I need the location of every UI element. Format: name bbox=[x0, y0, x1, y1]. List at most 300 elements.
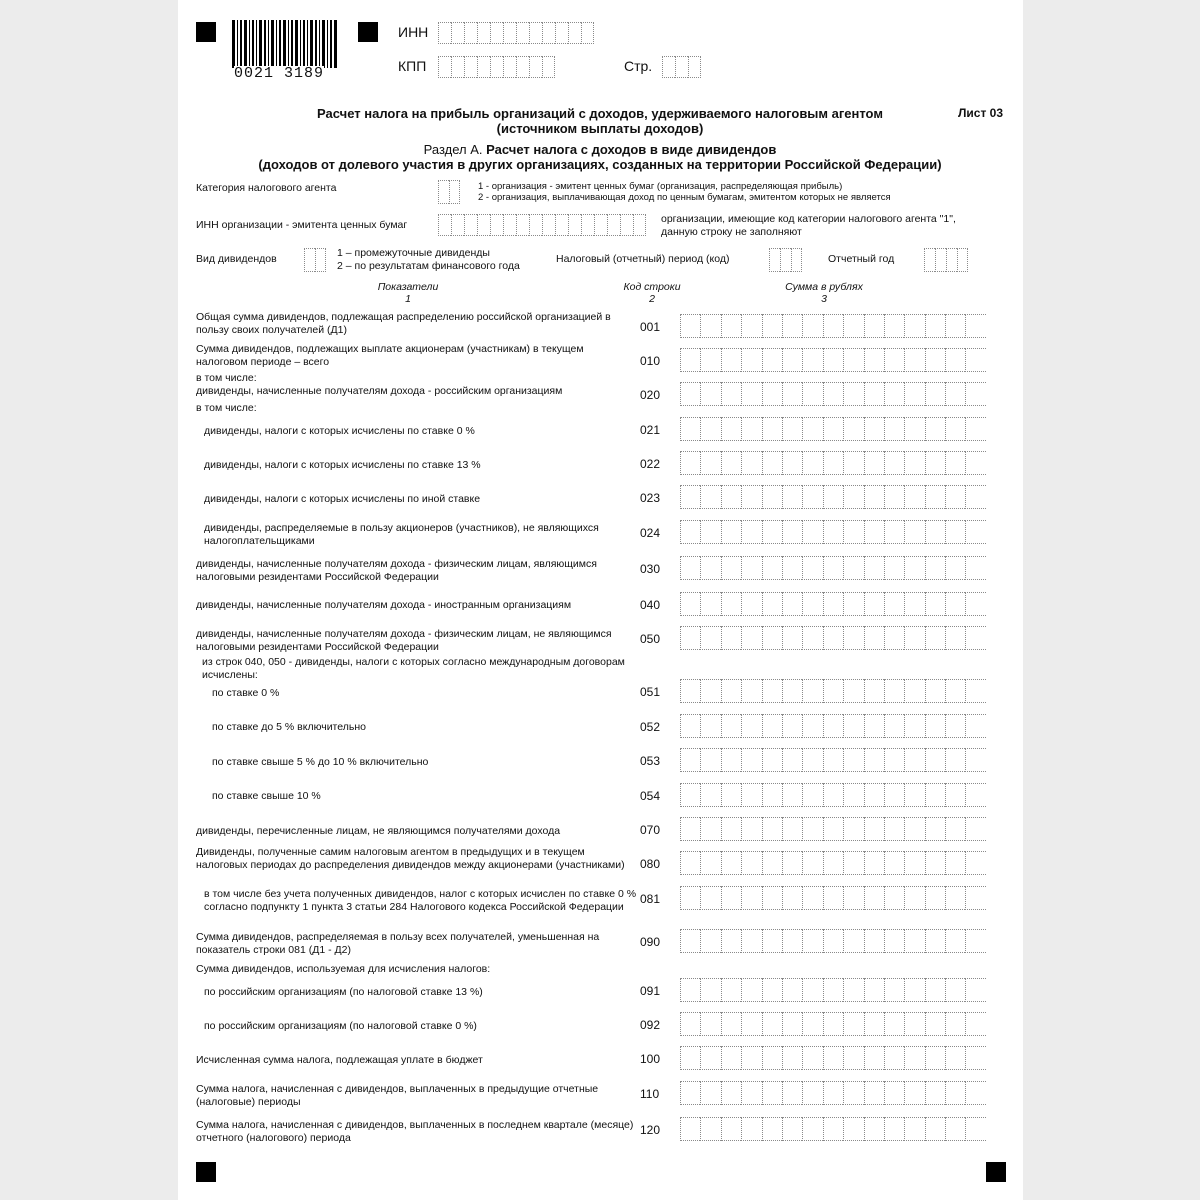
digit-cell[interactable] bbox=[680, 417, 700, 441]
digit-cell[interactable] bbox=[965, 556, 985, 580]
digit-cell[interactable] bbox=[782, 1012, 802, 1036]
digit-cell[interactable] bbox=[802, 417, 822, 441]
digit-cell[interactable] bbox=[925, 714, 945, 738]
digit-cell[interactable] bbox=[555, 22, 568, 44]
digit-cell[interactable] bbox=[843, 556, 863, 580]
digit-cell[interactable] bbox=[802, 556, 822, 580]
digit-cell[interactable] bbox=[762, 592, 782, 616]
digit-cell[interactable] bbox=[864, 451, 884, 475]
digit-cell[interactable] bbox=[782, 817, 802, 841]
digit-cell[interactable] bbox=[904, 1046, 924, 1070]
digit-cell[interactable] bbox=[843, 520, 863, 544]
digit-cell[interactable] bbox=[741, 626, 761, 650]
digit-cell[interactable] bbox=[904, 1117, 924, 1141]
digit-cell[interactable] bbox=[762, 748, 782, 772]
digit-cell[interactable] bbox=[741, 1012, 761, 1036]
digit-cell[interactable] bbox=[945, 348, 965, 372]
digit-cell[interactable] bbox=[843, 348, 863, 372]
digit-cell[interactable] bbox=[823, 1117, 843, 1141]
digit-cell[interactable] bbox=[925, 556, 945, 580]
digit-cell[interactable] bbox=[965, 485, 985, 509]
digit-cell[interactable] bbox=[802, 679, 822, 703]
digit-cell[interactable] bbox=[542, 22, 555, 44]
digit-cell[interactable] bbox=[823, 520, 843, 544]
digit-cell[interactable] bbox=[490, 22, 503, 44]
digit-cell[interactable] bbox=[884, 626, 904, 650]
digit-cell[interactable] bbox=[925, 851, 945, 875]
digit-cell[interactable] bbox=[965, 929, 985, 953]
digit-cell[interactable] bbox=[741, 851, 761, 875]
digit-cell[interactable] bbox=[843, 714, 863, 738]
amount-field-022[interactable] bbox=[680, 451, 986, 475]
amount-field-024[interactable] bbox=[680, 520, 986, 544]
digit-cell[interactable] bbox=[782, 1081, 802, 1105]
digit-cell[interactable] bbox=[823, 851, 843, 875]
digit-cell[interactable] bbox=[965, 679, 985, 703]
year-field[interactable] bbox=[924, 248, 968, 272]
digit-cell[interactable] bbox=[741, 817, 761, 841]
digit-cell[interactable] bbox=[680, 679, 700, 703]
digit-cell[interactable] bbox=[529, 56, 542, 78]
digit-cell[interactable] bbox=[945, 978, 965, 1002]
digit-cell[interactable] bbox=[864, 592, 884, 616]
digit-cell[interactable] bbox=[438, 56, 451, 78]
digit-cell[interactable] bbox=[721, 679, 741, 703]
digit-cell[interactable] bbox=[945, 314, 965, 338]
digit-cell[interactable] bbox=[721, 886, 741, 910]
digit-cell[interactable] bbox=[680, 1117, 700, 1141]
digit-cell[interactable] bbox=[802, 851, 822, 875]
digit-cell[interactable] bbox=[542, 56, 555, 78]
digit-cell[interactable] bbox=[680, 1081, 700, 1105]
digit-cell[interactable] bbox=[864, 1117, 884, 1141]
digit-cell[interactable] bbox=[762, 485, 782, 509]
digit-cell[interactable] bbox=[782, 314, 802, 338]
digit-cell[interactable] bbox=[843, 1117, 863, 1141]
digit-cell[interactable] bbox=[884, 886, 904, 910]
digit-cell[interactable] bbox=[721, 485, 741, 509]
digit-cell[interactable] bbox=[945, 886, 965, 910]
digit-cell[interactable] bbox=[802, 817, 822, 841]
digit-cell[interactable] bbox=[965, 520, 985, 544]
amount-field-021[interactable] bbox=[680, 417, 986, 441]
digit-cell[interactable] bbox=[741, 451, 761, 475]
digit-cell[interactable] bbox=[864, 1012, 884, 1036]
digit-cell[interactable] bbox=[762, 314, 782, 338]
digit-cell[interactable] bbox=[721, 929, 741, 953]
digit-cell[interactable] bbox=[662, 56, 675, 78]
digit-cell[interactable] bbox=[741, 748, 761, 772]
digit-cell[interactable] bbox=[864, 485, 884, 509]
digit-cell[interactable] bbox=[741, 679, 761, 703]
digit-cell[interactable] bbox=[802, 1117, 822, 1141]
digit-cell[interactable] bbox=[965, 417, 985, 441]
digit-cell[interactable] bbox=[884, 417, 904, 441]
digit-cell[interactable] bbox=[782, 851, 802, 875]
digit-cell[interactable] bbox=[884, 314, 904, 338]
digit-cell[interactable] bbox=[802, 929, 822, 953]
digit-cell[interactable] bbox=[823, 783, 843, 807]
digit-cell[interactable] bbox=[965, 382, 985, 406]
digit-cell[interactable] bbox=[864, 679, 884, 703]
digit-cell[interactable] bbox=[721, 1081, 741, 1105]
digit-cell[interactable] bbox=[721, 592, 741, 616]
digit-cell[interactable] bbox=[721, 748, 741, 772]
digit-cell[interactable] bbox=[438, 22, 451, 44]
digit-cell[interactable] bbox=[823, 929, 843, 953]
digit-cell[interactable] bbox=[843, 817, 863, 841]
digit-cell[interactable] bbox=[721, 451, 741, 475]
digit-cell[interactable] bbox=[945, 714, 965, 738]
digit-cell[interactable] bbox=[823, 592, 843, 616]
digit-cell[interactable] bbox=[925, 748, 945, 772]
digit-cell[interactable] bbox=[965, 451, 985, 475]
digit-cell[interactable] bbox=[802, 1012, 822, 1036]
digit-cell[interactable] bbox=[782, 1046, 802, 1070]
digit-cell[interactable] bbox=[782, 485, 802, 509]
digit-cell[interactable] bbox=[884, 556, 904, 580]
digit-cell[interactable] bbox=[925, 817, 945, 841]
digit-cell[interactable] bbox=[700, 382, 720, 406]
digit-cell[interactable] bbox=[823, 679, 843, 703]
digit-cell[interactable] bbox=[965, 783, 985, 807]
digit-cell[interactable] bbox=[762, 348, 782, 372]
digit-cell[interactable] bbox=[884, 1046, 904, 1070]
digit-cell[interactable] bbox=[823, 1012, 843, 1036]
digit-cell[interactable] bbox=[925, 679, 945, 703]
digit-cell[interactable] bbox=[945, 417, 965, 441]
digit-cell[interactable] bbox=[721, 556, 741, 580]
digit-cell[interactable] bbox=[700, 348, 720, 372]
period-field[interactable] bbox=[769, 248, 802, 272]
digit-cell[interactable] bbox=[904, 626, 924, 650]
digit-cell[interactable] bbox=[700, 556, 720, 580]
digit-cell[interactable] bbox=[680, 520, 700, 544]
digit-cell[interactable] bbox=[516, 56, 529, 78]
digit-cell[interactable] bbox=[762, 417, 782, 441]
amount-field-110[interactable] bbox=[680, 1081, 986, 1105]
digit-cell[interactable] bbox=[843, 592, 863, 616]
digit-cell[interactable] bbox=[802, 348, 822, 372]
digit-cell[interactable] bbox=[965, 1081, 985, 1105]
digit-cell[interactable] bbox=[864, 626, 884, 650]
digit-cell[interactable] bbox=[904, 886, 924, 910]
digit-cell[interactable] bbox=[782, 783, 802, 807]
digit-cell[interactable] bbox=[823, 314, 843, 338]
digit-cell[interactable] bbox=[884, 485, 904, 509]
digit-cell[interactable] bbox=[700, 886, 720, 910]
digit-cell[interactable] bbox=[782, 679, 802, 703]
amount-field-091[interactable] bbox=[680, 978, 986, 1002]
digit-cell[interactable] bbox=[843, 783, 863, 807]
amount-field-020[interactable] bbox=[680, 382, 986, 406]
digit-cell[interactable] bbox=[884, 714, 904, 738]
amount-field-092[interactable] bbox=[680, 1012, 986, 1036]
digit-cell[interactable] bbox=[864, 817, 884, 841]
digit-cell[interactable] bbox=[721, 626, 741, 650]
digit-cell[interactable] bbox=[782, 417, 802, 441]
digit-cell[interactable] bbox=[925, 451, 945, 475]
digit-cell[interactable] bbox=[843, 679, 863, 703]
digit-cell[interactable] bbox=[884, 1012, 904, 1036]
digit-cell[interactable] bbox=[904, 348, 924, 372]
digit-cell[interactable] bbox=[700, 1117, 720, 1141]
digit-cell[interactable] bbox=[700, 783, 720, 807]
digit-cell[interactable] bbox=[762, 978, 782, 1002]
digit-cell[interactable] bbox=[721, 382, 741, 406]
digit-cell[interactable] bbox=[464, 56, 477, 78]
digit-cell[interactable] bbox=[843, 626, 863, 650]
digit-cell[interactable] bbox=[925, 626, 945, 650]
digit-cell[interactable] bbox=[904, 520, 924, 544]
digit-cell[interactable] bbox=[823, 978, 843, 1002]
digit-cell[interactable] bbox=[925, 485, 945, 509]
digit-cell[interactable] bbox=[884, 1117, 904, 1141]
digit-cell[interactable] bbox=[884, 1081, 904, 1105]
digit-cell[interactable] bbox=[884, 679, 904, 703]
digit-cell[interactable] bbox=[864, 1046, 884, 1070]
digit-cell[interactable] bbox=[451, 56, 464, 78]
digit-cell[interactable] bbox=[741, 520, 761, 544]
amount-field-090[interactable] bbox=[680, 929, 986, 953]
digit-cell[interactable] bbox=[843, 978, 863, 1002]
digit-cell[interactable] bbox=[721, 417, 741, 441]
digit-cell[interactable] bbox=[823, 556, 843, 580]
digit-cell[interactable] bbox=[741, 348, 761, 372]
digit-cell[interactable] bbox=[925, 417, 945, 441]
amount-field-030[interactable] bbox=[680, 556, 986, 580]
digit-cell[interactable] bbox=[700, 679, 720, 703]
digit-cell[interactable] bbox=[925, 886, 945, 910]
digit-cell[interactable] bbox=[843, 748, 863, 772]
digit-cell[interactable] bbox=[700, 851, 720, 875]
digit-cell[interactable] bbox=[680, 1046, 700, 1070]
amount-field-001[interactable] bbox=[680, 314, 986, 338]
digit-cell[interactable] bbox=[741, 556, 761, 580]
digit-cell[interactable] bbox=[762, 714, 782, 738]
digit-cell[interactable] bbox=[555, 214, 568, 236]
digit-cell[interactable] bbox=[782, 382, 802, 406]
digit-cell[interactable] bbox=[529, 22, 542, 44]
digit-cell[interactable] bbox=[700, 929, 720, 953]
digit-cell[interactable] bbox=[884, 929, 904, 953]
digit-cell[interactable] bbox=[516, 22, 529, 44]
digit-cell[interactable] bbox=[864, 978, 884, 1002]
digit-cell[interactable] bbox=[965, 626, 985, 650]
digit-cell[interactable] bbox=[925, 592, 945, 616]
digit-cell[interactable] bbox=[741, 886, 761, 910]
digit-cell[interactable] bbox=[700, 314, 720, 338]
digit-cell[interactable] bbox=[721, 314, 741, 338]
digit-cell[interactable] bbox=[884, 520, 904, 544]
digit-cell[interactable] bbox=[843, 886, 863, 910]
digit-cell[interactable] bbox=[762, 886, 782, 910]
digit-cell[interactable] bbox=[762, 382, 782, 406]
digit-cell[interactable] bbox=[680, 451, 700, 475]
digit-cell[interactable] bbox=[782, 451, 802, 475]
digit-cell[interactable] bbox=[904, 817, 924, 841]
amount-field-040[interactable] bbox=[680, 592, 986, 616]
digit-cell[interactable] bbox=[823, 817, 843, 841]
digit-cell[interactable] bbox=[823, 348, 843, 372]
amount-field-053[interactable] bbox=[680, 748, 986, 772]
digit-cell[interactable] bbox=[904, 714, 924, 738]
digit-cell[interactable] bbox=[904, 592, 924, 616]
digit-cell[interactable] bbox=[945, 556, 965, 580]
digit-cell[interactable] bbox=[680, 714, 700, 738]
digit-cell[interactable] bbox=[904, 314, 924, 338]
digit-cell[interactable] bbox=[904, 451, 924, 475]
digit-cell[interactable] bbox=[965, 1046, 985, 1070]
digit-cell[interactable] bbox=[700, 1081, 720, 1105]
digit-cell[interactable] bbox=[904, 417, 924, 441]
digit-cell[interactable] bbox=[680, 348, 700, 372]
digit-cell[interactable] bbox=[843, 314, 863, 338]
digit-cell[interactable] bbox=[925, 1117, 945, 1141]
amount-field-120[interactable] bbox=[680, 1117, 986, 1141]
digit-cell[interactable] bbox=[451, 22, 464, 44]
digit-cell[interactable] bbox=[925, 382, 945, 406]
digit-cell[interactable] bbox=[700, 817, 720, 841]
digit-cell[interactable] bbox=[965, 1117, 985, 1141]
digit-cell[interactable] bbox=[843, 1012, 863, 1036]
digit-cell[interactable] bbox=[721, 714, 741, 738]
digit-cell[interactable] bbox=[503, 214, 516, 236]
digit-cell[interactable] bbox=[607, 214, 620, 236]
digit-cell[interactable] bbox=[700, 592, 720, 616]
digit-cell[interactable] bbox=[945, 626, 965, 650]
digit-cell[interactable] bbox=[680, 592, 700, 616]
digit-cell[interactable] bbox=[925, 929, 945, 953]
digit-cell[interactable] bbox=[782, 886, 802, 910]
digit-cell[interactable] bbox=[721, 851, 741, 875]
digit-cell[interactable] bbox=[945, 1117, 965, 1141]
digit-cell[interactable] bbox=[700, 417, 720, 441]
digit-cell[interactable] bbox=[762, 451, 782, 475]
digit-cell[interactable] bbox=[864, 851, 884, 875]
digit-cell[interactable] bbox=[884, 817, 904, 841]
digit-cell[interactable] bbox=[762, 679, 782, 703]
digit-cell[interactable] bbox=[782, 1117, 802, 1141]
digit-cell[interactable] bbox=[843, 485, 863, 509]
digit-cell[interactable] bbox=[680, 929, 700, 953]
digit-cell[interactable] bbox=[843, 929, 863, 953]
digit-cell[interactable] bbox=[802, 626, 822, 650]
digit-cell[interactable] bbox=[741, 485, 761, 509]
digit-cell[interactable] bbox=[700, 451, 720, 475]
digit-cell[interactable] bbox=[864, 348, 884, 372]
digit-cell[interactable] bbox=[802, 314, 822, 338]
digit-cell[interactable] bbox=[680, 886, 700, 910]
digit-cell[interactable] bbox=[477, 214, 490, 236]
digit-cell[interactable] bbox=[925, 1012, 945, 1036]
digit-cell[interactable] bbox=[721, 783, 741, 807]
digit-cell[interactable] bbox=[925, 1081, 945, 1105]
digit-cell[interactable] bbox=[680, 851, 700, 875]
digit-cell[interactable] bbox=[680, 314, 700, 338]
digit-cell[interactable] bbox=[741, 929, 761, 953]
digit-cell[interactable] bbox=[680, 1012, 700, 1036]
digit-cell[interactable] bbox=[965, 348, 985, 372]
digit-cell[interactable] bbox=[802, 714, 822, 738]
digit-cell[interactable] bbox=[721, 520, 741, 544]
amount-field-052[interactable] bbox=[680, 714, 986, 738]
digit-cell[interactable] bbox=[904, 679, 924, 703]
digit-cell[interactable] bbox=[741, 1046, 761, 1070]
digit-cell[interactable] bbox=[843, 417, 863, 441]
digit-cell[interactable] bbox=[762, 851, 782, 875]
inn-field[interactable] bbox=[438, 22, 594, 44]
digit-cell[interactable] bbox=[965, 714, 985, 738]
digit-cell[interactable] bbox=[945, 1012, 965, 1036]
digit-cell[interactable] bbox=[782, 520, 802, 544]
amount-field-100[interactable] bbox=[680, 1046, 986, 1070]
digit-cell[interactable] bbox=[925, 1046, 945, 1070]
digit-cell[interactable] bbox=[680, 748, 700, 772]
digit-cell[interactable] bbox=[762, 1117, 782, 1141]
digit-cell[interactable] bbox=[864, 714, 884, 738]
digit-cell[interactable] bbox=[741, 714, 761, 738]
digit-cell[interactable] bbox=[568, 214, 581, 236]
digit-cell[interactable] bbox=[802, 748, 822, 772]
digit-cell[interactable] bbox=[741, 1117, 761, 1141]
digit-cell[interactable] bbox=[864, 1081, 884, 1105]
digit-cell[interactable] bbox=[782, 592, 802, 616]
digit-cell[interactable] bbox=[843, 451, 863, 475]
amount-field-080[interactable] bbox=[680, 851, 986, 875]
digit-cell[interactable] bbox=[864, 556, 884, 580]
digit-cell[interactable] bbox=[503, 22, 516, 44]
digit-cell[interactable] bbox=[542, 214, 555, 236]
digit-cell[interactable] bbox=[680, 817, 700, 841]
digit-cell[interactable] bbox=[904, 978, 924, 1002]
digit-cell[interactable] bbox=[741, 978, 761, 1002]
digit-cell[interactable] bbox=[904, 783, 924, 807]
digit-cell[interactable] bbox=[802, 485, 822, 509]
digit-cell[interactable] bbox=[945, 451, 965, 475]
amount-field-081[interactable] bbox=[680, 886, 986, 910]
digit-cell[interactable] bbox=[633, 214, 646, 236]
digit-cell[interactable] bbox=[762, 817, 782, 841]
page-number-field[interactable] bbox=[662, 56, 701, 78]
digit-cell[interactable] bbox=[802, 520, 822, 544]
amount-field-051[interactable] bbox=[680, 679, 986, 703]
digit-cell[interactable] bbox=[823, 1046, 843, 1070]
digit-cell[interactable] bbox=[700, 978, 720, 1002]
digit-cell[interactable] bbox=[904, 382, 924, 406]
digit-cell[interactable] bbox=[823, 451, 843, 475]
digit-cell[interactable] bbox=[864, 417, 884, 441]
digit-cell[interactable] bbox=[594, 214, 607, 236]
digit-cell[interactable] bbox=[438, 214, 451, 236]
digit-cell[interactable] bbox=[675, 56, 688, 78]
digit-cell[interactable] bbox=[741, 783, 761, 807]
digit-cell[interactable] bbox=[721, 1117, 741, 1141]
digit-cell[interactable] bbox=[904, 1081, 924, 1105]
digit-cell[interactable] bbox=[782, 978, 802, 1002]
digit-cell[interactable] bbox=[782, 556, 802, 580]
digit-cell[interactable] bbox=[965, 1012, 985, 1036]
digit-cell[interactable] bbox=[700, 1046, 720, 1070]
digit-cell[interactable] bbox=[762, 1046, 782, 1070]
digit-cell[interactable] bbox=[741, 417, 761, 441]
amount-field-023[interactable] bbox=[680, 485, 986, 509]
digit-cell[interactable] bbox=[680, 556, 700, 580]
digit-cell[interactable] bbox=[741, 314, 761, 338]
digit-cell[interactable] bbox=[503, 56, 516, 78]
digit-cell[interactable] bbox=[490, 56, 503, 78]
digit-cell[interactable] bbox=[581, 214, 594, 236]
